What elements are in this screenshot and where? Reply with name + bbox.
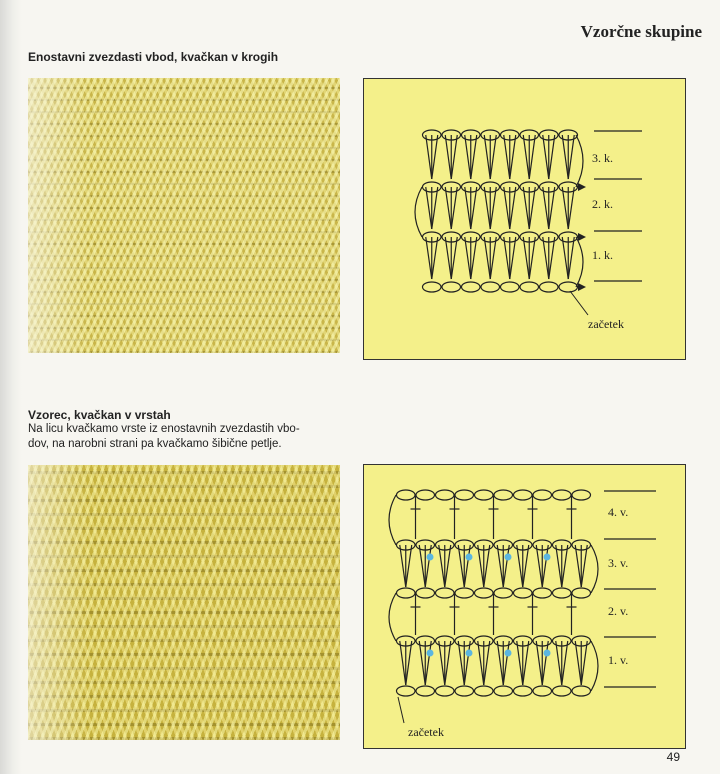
stitch-line bbox=[406, 545, 412, 587]
chain-loop bbox=[494, 588, 513, 598]
stitch-line bbox=[542, 545, 548, 587]
chain-loop bbox=[514, 490, 533, 500]
section2-description-line1: Na licu kvačkamo vrste iz enostavnih zvezdastih vbo- bbox=[28, 423, 300, 435]
stitch-line bbox=[510, 237, 516, 279]
stitch-line bbox=[575, 545, 581, 587]
stitch-line bbox=[465, 187, 471, 229]
stitch-line bbox=[529, 135, 535, 179]
section2-crochet-chart bbox=[363, 464, 686, 749]
section2-description bbox=[28, 422, 358, 452]
row-arrow bbox=[578, 233, 586, 241]
stitch-line bbox=[549, 135, 555, 179]
stitch-line bbox=[536, 641, 542, 685]
chain-loop bbox=[572, 686, 591, 696]
stitch-line bbox=[445, 187, 451, 229]
chain-loop bbox=[494, 490, 513, 500]
stitch-line bbox=[458, 641, 464, 685]
chain-loop bbox=[553, 490, 572, 500]
chain-loop bbox=[572, 588, 591, 598]
stitch-line bbox=[503, 641, 509, 685]
stitch-line bbox=[471, 187, 477, 229]
stitch-line bbox=[426, 135, 432, 179]
section2-title: Vzorec, kvačkan v vrstah bbox=[28, 408, 171, 422]
stitch-line bbox=[568, 135, 574, 179]
chain-loop bbox=[572, 490, 591, 500]
stitch-line bbox=[445, 545, 451, 587]
stitch-line bbox=[451, 187, 457, 229]
stitch-line bbox=[517, 641, 523, 685]
stitch-line bbox=[549, 187, 555, 229]
stitch-line bbox=[556, 545, 562, 587]
stitch-line bbox=[581, 641, 587, 685]
stitch-line bbox=[439, 545, 445, 587]
stitch-line bbox=[451, 237, 457, 279]
chain-loop bbox=[436, 686, 455, 696]
turning-chain bbox=[591, 641, 598, 691]
section1-row-label-3: 3. k. bbox=[592, 151, 613, 165]
stitch-line bbox=[484, 237, 490, 279]
stitch-line bbox=[523, 187, 529, 229]
chain-loop bbox=[553, 686, 572, 696]
stitch-line bbox=[426, 237, 432, 279]
stitch-line bbox=[510, 187, 516, 229]
section2-chart-diagram bbox=[364, 465, 687, 750]
stitch-line bbox=[490, 135, 496, 179]
section1-start-label: začetek bbox=[588, 317, 624, 331]
stitch-line bbox=[536, 545, 542, 587]
page-gutter-shadow bbox=[0, 0, 22, 774]
stitch-line bbox=[484, 135, 490, 179]
stitch-line bbox=[432, 237, 438, 279]
chain-loop bbox=[514, 686, 533, 696]
stitch-line bbox=[523, 135, 529, 179]
stitch-line bbox=[497, 641, 503, 685]
stitch-line bbox=[543, 135, 549, 179]
row-arrow bbox=[578, 283, 586, 291]
section2-row-label-1: 1. v. bbox=[608, 653, 629, 667]
stitch-line bbox=[523, 545, 529, 587]
stitch-line bbox=[490, 187, 496, 229]
stitch-line bbox=[400, 545, 406, 587]
section2-row-label-3: 3. v. bbox=[608, 556, 629, 570]
turning-chain bbox=[576, 237, 583, 287]
section1-chart-diagram bbox=[364, 79, 687, 361]
chain-loop bbox=[416, 490, 435, 500]
stitch-line bbox=[543, 237, 549, 279]
section1-title: Enostavni zvezdasti vbod, kvačkan v krogih bbox=[28, 50, 279, 64]
stitch-line bbox=[419, 545, 425, 587]
stitch-line bbox=[464, 545, 470, 587]
dot-marker bbox=[466, 650, 473, 657]
section2-stitch-photo bbox=[28, 465, 340, 740]
section2-description-line2: dov, na narobni strani pa kvačkamo šibične petlje. bbox=[28, 438, 282, 450]
stitch-line bbox=[445, 641, 451, 685]
dot-marker bbox=[466, 554, 473, 561]
chain-loop bbox=[397, 490, 416, 500]
stitch-line bbox=[471, 237, 477, 279]
row-arrow bbox=[578, 183, 586, 191]
stitch-line bbox=[568, 237, 574, 279]
page-number: 49 bbox=[666, 750, 680, 764]
stitch-line bbox=[471, 135, 477, 179]
chain-loop bbox=[416, 686, 435, 696]
stitch-line bbox=[432, 187, 438, 229]
turning-chain bbox=[389, 495, 396, 545]
stitch-line bbox=[503, 545, 509, 587]
chain-loop bbox=[455, 686, 474, 696]
stitch-line bbox=[458, 545, 464, 587]
chain-loop bbox=[494, 686, 513, 696]
stitch-line bbox=[484, 187, 490, 229]
dot-marker bbox=[427, 650, 434, 657]
chain-loop bbox=[455, 490, 474, 500]
chain-loop bbox=[501, 282, 520, 292]
chain-loop bbox=[397, 588, 416, 598]
stitch-line bbox=[556, 641, 562, 685]
stitch-line bbox=[451, 135, 457, 179]
chain-loop bbox=[462, 282, 481, 292]
chain-loop bbox=[540, 282, 559, 292]
dot-marker bbox=[505, 650, 512, 657]
chain-loop bbox=[416, 588, 435, 598]
start-pointer bbox=[398, 697, 404, 723]
stitch-line bbox=[419, 641, 425, 685]
stitch-line bbox=[562, 237, 568, 279]
section1-stitch-photo bbox=[28, 78, 340, 353]
chain-loop bbox=[436, 490, 455, 500]
chain-loop bbox=[533, 588, 552, 598]
section1-crochet-chart bbox=[363, 78, 686, 360]
dot-marker bbox=[427, 554, 434, 561]
stitch-line bbox=[478, 545, 484, 587]
stitch-line bbox=[504, 237, 510, 279]
stitch-line bbox=[406, 641, 412, 685]
stitch-line bbox=[562, 641, 568, 685]
chain-loop bbox=[481, 282, 500, 292]
stitch-line bbox=[529, 187, 535, 229]
stitch-line bbox=[439, 641, 445, 685]
stitch-line bbox=[464, 641, 470, 685]
stitch-line bbox=[445, 237, 451, 279]
turning-chain bbox=[576, 135, 583, 187]
dot-marker bbox=[544, 650, 551, 657]
stitch-line bbox=[478, 641, 484, 685]
page-header-title: Vzorčne skupine bbox=[580, 22, 702, 41]
stitch-line bbox=[568, 187, 574, 229]
chain-loop bbox=[442, 282, 461, 292]
chain-loop bbox=[533, 490, 552, 500]
turning-chain bbox=[415, 187, 422, 237]
stitch-line bbox=[504, 135, 510, 179]
stitch-line bbox=[575, 641, 581, 685]
chain-loop bbox=[520, 282, 539, 292]
stitch-line bbox=[490, 237, 496, 279]
stitch-line bbox=[426, 187, 432, 229]
stitch-line bbox=[484, 641, 490, 685]
stitch-line bbox=[549, 237, 555, 279]
stitch-line bbox=[517, 545, 523, 587]
turning-chain bbox=[389, 593, 396, 641]
stitch-line bbox=[400, 641, 406, 685]
section2-start-label: začetek bbox=[408, 725, 444, 739]
chain-loop bbox=[533, 686, 552, 696]
stitch-line bbox=[425, 545, 431, 587]
chain-loop bbox=[397, 686, 416, 696]
section2-row-label-4: 4. v. bbox=[608, 505, 629, 519]
stitch-line bbox=[445, 135, 451, 179]
stitch-line bbox=[529, 237, 535, 279]
section1-row-label-1: 1. k. bbox=[592, 248, 613, 262]
chain-loop bbox=[423, 282, 442, 292]
stitch-line bbox=[523, 641, 529, 685]
stitch-line bbox=[562, 545, 568, 587]
section2-row-label-2: 2. v. bbox=[608, 604, 629, 618]
section1-row-label-2: 2. k. bbox=[592, 197, 613, 211]
stitch-line bbox=[523, 237, 529, 279]
dot-marker bbox=[544, 554, 551, 561]
stitch-line bbox=[425, 641, 431, 685]
stitch-line bbox=[465, 135, 471, 179]
chain-loop bbox=[475, 686, 494, 696]
stitch-line bbox=[497, 545, 503, 587]
stitch-line bbox=[510, 135, 516, 179]
chain-loop bbox=[436, 588, 455, 598]
chain-loop bbox=[514, 588, 533, 598]
stitch-line bbox=[562, 187, 568, 229]
stitch-line bbox=[432, 135, 438, 179]
chain-loop bbox=[455, 588, 474, 598]
start-pointer bbox=[570, 291, 588, 315]
chain-loop bbox=[475, 588, 494, 598]
stitch-line bbox=[581, 545, 587, 587]
dot-marker bbox=[505, 554, 512, 561]
chain-loop bbox=[553, 588, 572, 598]
stitch-line bbox=[465, 237, 471, 279]
chain-loop bbox=[559, 282, 578, 292]
stitch-line bbox=[484, 545, 490, 587]
chain-loop bbox=[475, 490, 494, 500]
stitch-line bbox=[562, 135, 568, 179]
turning-chain bbox=[591, 545, 598, 593]
stitch-line bbox=[542, 641, 548, 685]
stitch-line bbox=[543, 187, 549, 229]
stitch-line bbox=[504, 187, 510, 229]
